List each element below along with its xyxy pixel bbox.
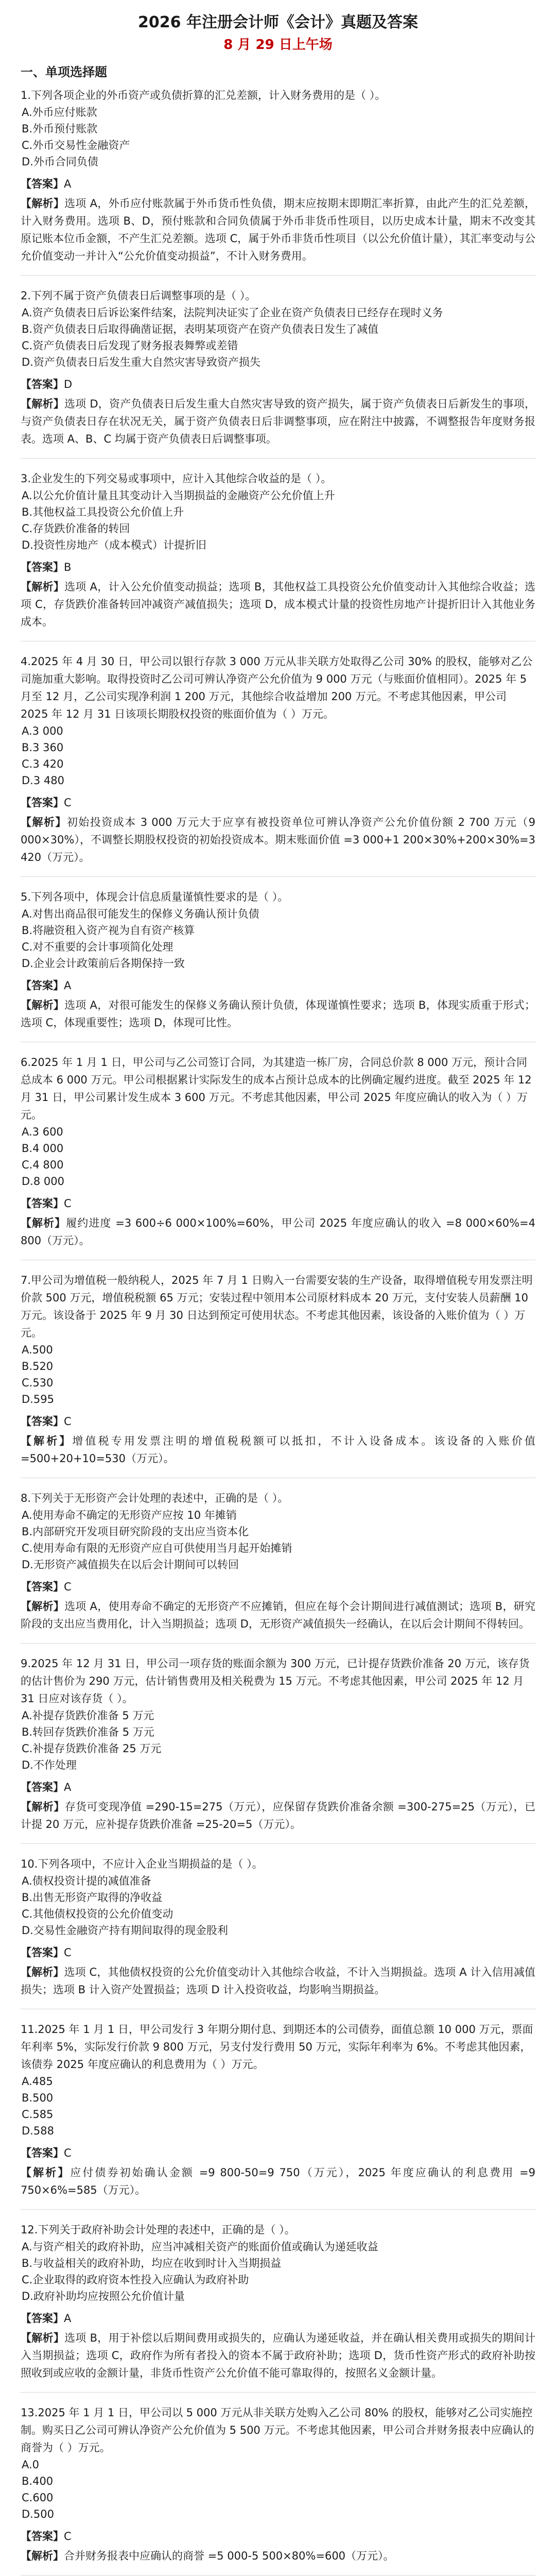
question-option: B.其他权益工具投资公允价值上升	[22, 506, 184, 518]
answer-line	[21, 2528, 535, 2545]
question-option: B.与收益相关的政府补助，均应在收到时计入当期损益	[22, 2257, 282, 2269]
question-option: A.补提存货跌价准备 5 万元	[22, 1709, 154, 1722]
answer-line	[21, 2310, 535, 2327]
question-option: C.资产负债表日后发现了财务报表舞弊或差错	[22, 340, 238, 352]
answer-value: C	[64, 1946, 72, 1959]
explanation-body: 选项 B，用于补偿以后期间费用或损失的，应确认为递延收益，并在确认相关费用或损失的期间计入当期损益；选项 C，政府作为所有者投入的资本不属于政府补助；选项 D，货币性资产形式的政府补助按照收到或应收的金额计量，非货币性资产公允价值不能可靠取得的，按照名义金额计量。	[21, 2332, 535, 2379]
question-item	[21, 1489, 535, 1633]
question-option: B.4 000	[22, 1142, 64, 1155]
question-stem: 4.2025 年 4 月 30 日，甲公司以银行存款 3 000 万元从非关联方处取得乙公司 30% 的股权，能够对乙公司施加重大影响。取得投资时乙公司可辨认净资产公允价值为 9 000 万元（与账面价值相同）。2025 年 5 月至 12 月，乙公司实现净利润 1 200 万元，其他综合收益增加 200 万元。不考虑其他因素，甲公司 2025 年 12 月 31 日该项长期股权投资的账面价值为（ ）万元。	[21, 655, 533, 720]
explanation-text	[21, 2164, 535, 2199]
question-divider	[21, 458, 535, 459]
answer-tag: 【答案】	[21, 1946, 64, 1959]
question-option: B.3 360	[22, 741, 64, 754]
question-option: A.外币应付账款	[22, 106, 97, 118]
answer-tag: 【答案】	[21, 1781, 64, 1793]
question-stem: 2.下列不属于资产负债表日后调整事项的是（ ）。	[21, 290, 256, 302]
question-item	[21, 2404, 535, 2565]
explanation-body: 选项 D，资产负债表日后发生重大自然灾害导致的资产损失，属于资产负债表日后新发生的事项，与资产负债表日存在状况无关，属于资产负债表日后非调整事项，应在附注中披露，不调整报告年度财务报表。选项 A、B、C 均属于资产负债表日后调整事项。	[21, 398, 536, 445]
question-option: C.补提存货跌价准备 25 万元	[22, 1742, 162, 1755]
question-stem: 7.甲公司为增值税一般纳税人，2025 年 7 月 1 日购入一台需要安装的生产设备，取得增值税专用发票注明价款 500 万元，增值税税额 65 万元；安装过程中领用本公司原材料成本 20 万元，支付安装人员薪酬 10 万元。该设备于 2025 年 9 月 30 日达到预定可使用状态。不考虑其他因素，该设备的入账价值为（ ）万元。	[21, 1274, 533, 1339]
explanation-body: 选项 A，使用寿命不确定的无形资产不应摊销，但应在每个会计期间进行减值测试；选项 B，研究阶段的支出应当费用化，计入当期损益；选项 D，无形资产减值损失一经确认，在以后会计期间不得转回。	[21, 1600, 535, 1630]
question-option: C.585	[22, 2108, 54, 2121]
question-option: A.使用寿命不确定的无形资产应按 10 年摊销	[22, 1509, 237, 1521]
question-option: D.资产负债表日后发生重大自然灾害导致资产损失	[22, 356, 260, 368]
explanation-text	[21, 578, 535, 631]
explanation-text	[21, 1798, 535, 1833]
question-option: D.无形资产减值损失在以后会计期间可以转回	[22, 1558, 239, 1571]
question-stem: 8.下列关于无形资产会计处理的表述中，正确的是（ ）。	[21, 1492, 289, 1504]
question-item	[21, 470, 535, 631]
question-option: C.外币交易性金融资产	[22, 139, 130, 151]
question-item	[21, 1655, 535, 1833]
question-option: A.以公允价值计量且其变动计入当期损益的金融资产公允价值上升	[22, 489, 335, 502]
question-stem: 12.下列关于政府补助会计处理的表述中，正确的是（ ）。	[21, 2224, 296, 2236]
question-item	[21, 287, 535, 448]
question-option: A.500	[22, 1344, 53, 1356]
question-item	[21, 1855, 535, 1998]
explanation-body: 初始投资成本 3 000 万元大于应享有被投资单位可辨认净资产公允价值份额 2 700 万元（9 000×30%），不调整长期股权投资的初始投资成本。期末账面价值 =3 000+1 200×30%+200×30%=3 420（万元）。	[21, 816, 536, 863]
explanation-body: 选项 A，外币应付账款属于外币货币性负债，期末应按期末即期汇率折算，由此产生的汇兑差额，计入财务费用。选项 B、D，预付账款和合同负债属于外币非货币性项目，以历史成本计量，期末不改变其原记账本位币金额，不产生汇兑差额。选项 C，属于外币非货币性项目（以公允价值计量），其汇率变动与公允价值变动一并计入“公允价值变动损益”，不计入财务费用。	[21, 197, 535, 262]
question-stem: 5.下列各项中，体现会计信息质量谨慎性要求的是（ ）。	[21, 891, 289, 903]
question-option: C.企业取得的政府资本性投入应确认为政府补助	[22, 2274, 249, 2286]
explanation-text	[21, 814, 535, 866]
question-option: C.530	[22, 1377, 54, 1389]
explanation-body: 存货可变现净值 =290-15=275（万元），应保留存货跌价准备余额 =300-275=25（万元），已计提 20 万元，应补提存货跌价准备 =25-20=5（万元）。	[21, 1801, 535, 1831]
answer-line	[21, 1195, 535, 1212]
answer-line	[21, 1778, 535, 1796]
document-subtitle: 8 月 29 日上午场	[223, 37, 333, 53]
explanation-tag: 【解析】	[21, 1600, 65, 1613]
question-option: B.500	[22, 2092, 54, 2104]
question-option: C.对不重要的会计事项简化处理	[22, 941, 173, 953]
question-option: C.3 420	[22, 758, 64, 770]
answer-line	[21, 977, 535, 994]
explanation-body: 应付债券初始确认金额 =9 800-50=9 750（万元），2025 年度应确认的利息费用 =9 750×6%=585（万元）。	[21, 2166, 536, 2196]
question-stem: 6.2025 年 1 月 1 日，甲公司与乙公司签订合同，为其建造一栋厂房，合同总价款 8 000 万元，预计合同总成本 6 000 万元。甲公司根据累计实际发生的成本占预计总成本的比例确定履约进度。截至 2025 年 12 月 31 日，甲公司累计发生成本 3 600 万元。不考虑其他因素，甲公司 2025 年度应确认的收入为（ ）万元。	[21, 1056, 532, 1121]
question-option: A.债权投资计提的减值准备	[22, 1875, 151, 1887]
question-divider	[21, 1843, 535, 1844]
answer-line	[21, 175, 535, 193]
answer-value: A	[64, 2312, 72, 2325]
explanation-tag: 【解析】	[21, 1217, 66, 1229]
question-option: B.出售无形资产取得的净收益	[22, 1891, 163, 1904]
answer-tag: 【答案】	[21, 1581, 64, 1593]
explanation-text	[21, 195, 535, 265]
answer-tag: 【答案】	[21, 1197, 64, 1210]
question-option: B.将融资租入资产视为自有资产核算	[22, 924, 195, 937]
explanation-tag: 【解析】	[21, 398, 64, 410]
answer-tag: 【答案】	[21, 178, 64, 190]
answer-value: A	[64, 979, 72, 992]
explanation-text	[21, 1432, 535, 1467]
document-title: 2026 年注册会计师《会计》真题及答案	[138, 13, 418, 31]
question-item	[21, 2221, 535, 2382]
answer-value: C	[64, 2147, 72, 2159]
answer-line	[21, 1944, 535, 1961]
answer-value: C	[64, 796, 72, 809]
answer-tag: 【答案】	[21, 1415, 64, 1428]
explanation-tag: 【解析】	[21, 1966, 64, 1978]
question-option: D.500	[22, 2508, 54, 2520]
question-stem: 9.2025 年 12 月 31 日，甲公司一项存货的账面余额为 300 万元，已计提存货跌价准备 20 万元，该存货的估计售价为 290 万元，估计销售费用及相关税费为 15 万元。不考虑其他因素，甲公司 2025 年 12 月 31 日应对该存货（ ）。	[21, 1657, 530, 1705]
question-option: A.资产负债表日后诉讼案件结案，法院判决证实了企业在资产负债表日已经存在现时义务	[22, 307, 443, 319]
explanation-text	[21, 2329, 535, 2382]
answer-tag: 【答案】	[21, 796, 64, 809]
question-item	[21, 87, 535, 265]
question-option: B.转回存货跌价准备 5 万元	[22, 1726, 154, 1738]
explanation-text	[21, 1214, 535, 1249]
question-option: A.0	[22, 2459, 40, 2471]
explanation-text	[21, 1598, 535, 1633]
explanation-body: 履约进度 =3 600÷6 000×100%=60%，甲公司 2025 年度应确认的收入 =8 000×60%=4 800（万元）。	[21, 1217, 536, 1247]
answer-tag: 【答案】	[21, 378, 64, 391]
explanation-tag: 【解析】	[21, 999, 65, 1011]
explanation-tag: 【解析】	[21, 2166, 71, 2179]
question-item	[21, 1054, 535, 1249]
explanation-body: 选项 C，其他债权投资的公允价值变动计入其他综合收益，不计入当期损益。选项 A 计入信用减值损失；选项 B 计入资产处置损益；选项 D 计入投资收益，均影响当期损益。	[21, 1966, 535, 1996]
answer-value: D	[64, 378, 73, 391]
answer-value: B	[64, 561, 72, 573]
question-option: D.8 000	[22, 1175, 64, 1188]
question-option: D.3 480	[22, 774, 64, 787]
question-option: C.使用寿命有限的无形资产应自可供使用当月起开始摊销	[22, 1542, 292, 1554]
question-option: B.520	[22, 1360, 54, 1372]
question-stem: 1.下列各项企业的外币资产或负债折算的汇兑差额，计入财务费用的是（ ）。	[21, 89, 386, 101]
question-option: D.政府补助均应按照公允价值计量	[22, 2290, 185, 2302]
question-option: C.其他债权投资的公允价值变动	[22, 1908, 173, 1920]
question-option: B.400	[22, 2475, 54, 2487]
explanation-tag: 【解析】	[21, 197, 65, 210]
question-option: A.485	[22, 2075, 53, 2088]
question-item	[21, 888, 535, 1031]
explanation-text	[21, 395, 535, 448]
answer-tag: 【答案】	[21, 561, 64, 573]
question-option: C.存货跌价准备的转回	[22, 522, 130, 535]
explanation-tag: 【解析】	[21, 581, 65, 593]
explanation-tag: 【解析】	[21, 2332, 65, 2344]
explanation-tag: 【解析】	[21, 1435, 73, 1447]
question-option: D.595	[22, 1393, 54, 1405]
question-option: D.588	[22, 2125, 54, 2137]
question-stem: 3.企业发生的下列交易或事项中，应计入其他综合收益的是（ ）。	[21, 472, 332, 485]
question-divider	[21, 275, 535, 276]
answer-line	[21, 1578, 535, 1596]
question-option: A.3 600	[22, 1126, 63, 1138]
question-option: D.投资性房地产（成本模式）计提折旧	[22, 539, 206, 551]
question-option: C.4 800	[22, 1159, 64, 1171]
answer-value: C	[64, 2530, 72, 2543]
question-item	[21, 653, 535, 866]
answer-line	[21, 1413, 535, 1430]
question-option: C.600	[22, 2492, 54, 2504]
answer-value: A	[64, 178, 72, 190]
explanation-tag: 【解析】	[21, 816, 67, 828]
question-option: B.外币预付账款	[22, 123, 98, 135]
question-stem: 13.2025 年 1 月 1 日，甲公司以 5 000 万元从非关联方处购入乙公司 80% 的股权，能够对乙公司实施控制。购买日乙公司可辨认净资产公允价值为 5 500 万元。不考虑其他因素，甲公司合并财务报表中应确认的商誉为（ ）万元。	[21, 2406, 534, 2454]
answer-tag: 【答案】	[21, 979, 64, 992]
question-divider	[21, 2392, 535, 2393]
explanation-text	[21, 1963, 535, 1998]
answer-tag: 【答案】	[21, 2530, 64, 2543]
question-list	[21, 87, 535, 2576]
answer-tag: 【答案】	[21, 2147, 64, 2159]
question-option: A.3 000	[22, 725, 63, 737]
explanation-body: 合并财务报表中应确认的商誉 =5 000-5 500×80%=600（万元）。	[64, 2550, 394, 2562]
explanation-tag: 【解析】	[21, 2550, 64, 2562]
explanation-body: 选项 A，对很可能发生的保修义务确认预计负债，体现谨慎性要求；选项 B，体现实质重于形式；选项 C，体现重要性；选项 D，体现可比性。	[21, 999, 535, 1029]
question-option: D.外币合同负债	[22, 156, 98, 168]
question-option: D.企业会计政策前后各期保持一致	[22, 957, 185, 970]
question-option: D.不作处理	[22, 1759, 77, 1771]
question-option: B.资产负债表日后取得确凿证据，表明某项资产在资产负债表日发生了减值	[22, 323, 379, 335]
explanation-text	[21, 2547, 535, 2565]
answer-value: C	[64, 1581, 72, 1593]
question-stem: 11.2025 年 1 月 1 日，甲公司发行 3 年期分期付息、到期还本的公司债券，面值总额 10 000 万元，票面年利率 5%，实际发行价款 9 800 万元，另支付发行费用 50 万元，实际年利率为 6%。不考虑其他因素，该债券 2025 年度应确认的利息费用为（ ）万元。	[21, 2023, 533, 2071]
section-heading: 一、单项选择题	[21, 65, 107, 79]
answer-value: C	[64, 1197, 72, 1210]
question-option: A.与资产相关的政府补助，应当冲减相关资产的账面价值或确认为递延收益	[22, 2241, 378, 2253]
question-item	[21, 1272, 535, 1467]
answer-line	[21, 558, 535, 576]
answer-tag: 【答案】	[21, 2312, 64, 2325]
answer-line	[21, 2144, 535, 2162]
answer-line	[21, 376, 535, 393]
question-stem: 10.下列各项中，不应计入企业当期损益的是（ ）。	[21, 1858, 263, 1870]
explanation-body: 增值税专用发票注明的增值税税额可以抵扣，不计入设备成本。该设备的入账价值 =500+20+10=530（万元）。	[21, 1435, 536, 1465]
explanation-body: 选项 A，计入公允价值变动损益；选项 B，其他权益工具投资公允价值变动计入其他综合收益；选项 C，存货跌价准备转回冲减资产减值损失；选项 D，成本模式计量的投资性房地产计提折旧计入其他业务成本。	[21, 581, 535, 628]
question-item	[21, 2021, 535, 2199]
answer-line	[21, 794, 535, 811]
explanation-text	[21, 996, 535, 1031]
question-divider	[21, 876, 535, 877]
answer-value: C	[64, 1415, 72, 1428]
explanation-tag: 【解析】	[21, 1801, 65, 1813]
question-option: D.交易性金融资产持有期间取得的现金股利	[22, 1924, 228, 1937]
question-divider	[21, 2209, 535, 2210]
question-option: A.对售出商品很可能发生的保修义务确认预计负债	[22, 908, 259, 920]
question-option: B.内部研究开发项目研究阶段的支出应当资本化	[22, 1526, 249, 1538]
answer-value: A	[64, 1781, 72, 1793]
